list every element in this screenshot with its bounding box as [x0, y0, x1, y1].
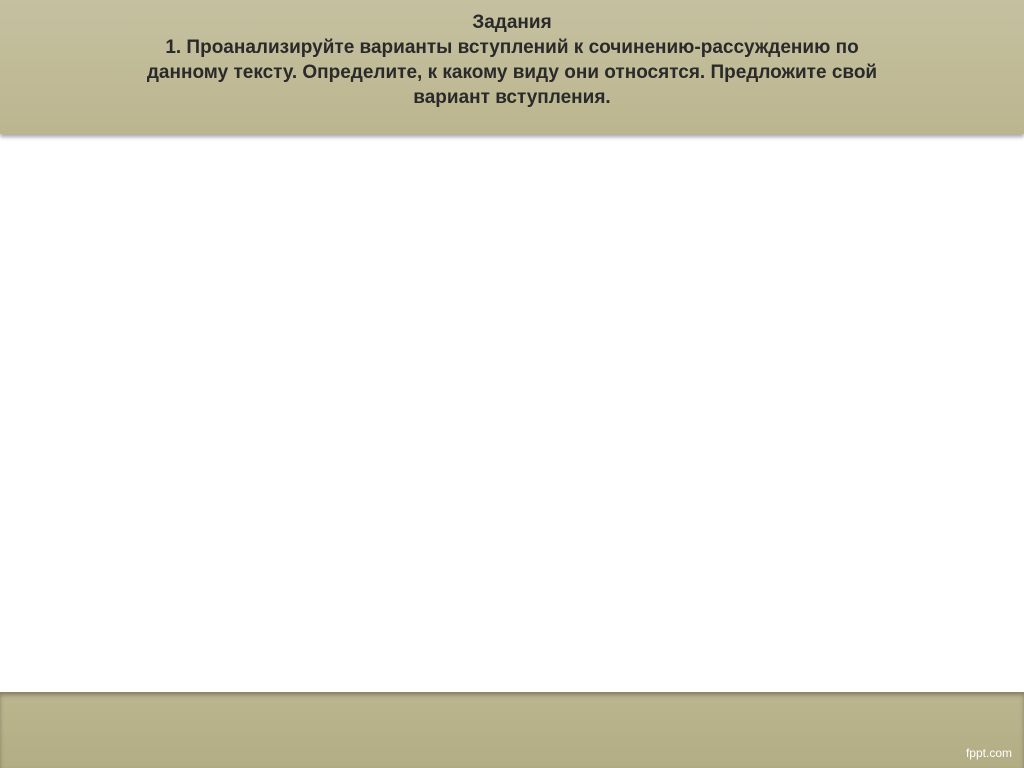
heading-title: Задания [472, 12, 552, 33]
task-line-2: данному тексту. Определите, к какому виду они относятся. Предложите свой [146, 62, 878, 83]
task-line-1: 1. Проанализируйте варианты вступлений к сочинению-рассуждению по [165, 37, 859, 58]
fppt-logo: fppt.com [965, 746, 1012, 760]
header-bar [0, 0, 1024, 134]
content-area [0, 134, 1024, 692]
task-line-3: вариант вступления. [413, 87, 611, 108]
task-heading [60, 10, 964, 110]
footer-bar [0, 692, 1024, 768]
